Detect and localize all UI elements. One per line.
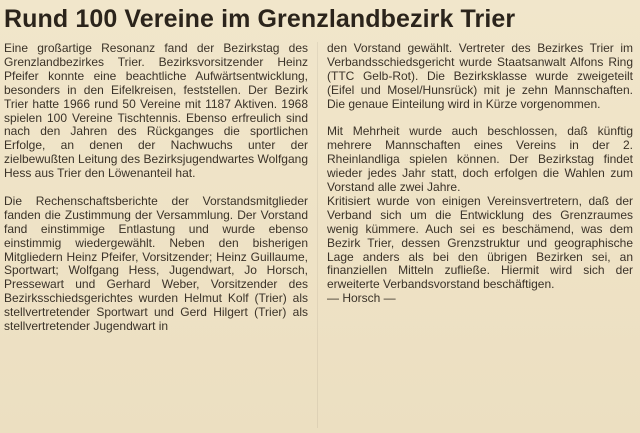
article-paragraph: Mit Mehrheit wurde auch beschlossen, daß künftig mehrere Mannschaften eines Vereins in der 2. Rheinlandliga spielen können. Der Bezirkstag findet wieder jedes Jahr statt, doch erfolgen die Wahlen zum Vorstand alle zwei Jahre. (327, 124, 633, 195)
article-paragraph: Die Rechenschaftsberichte der Vorstandsmitglieder fanden die Zustimmung der Versammlung. Der Vorstand fand einstimmige Entlastung und wurde ebenso einstimmig wiedergewählt. Neben den bisherigen Mitgliedern Heinz Pfeifer, Vorsitzender; Heinz Guillaume, Sportwart; Wolfgang Hess, Jugendwart, Jo Horsch, Pressewart und Gerhard Weber, Vorsitzender des Bezirksschiedsgerichtes wurden Helmut Kolf (Trier) als stellvertretender Sportwart und Gerd Hilgert (Trier) als stellvertretender Jugendwart in (4, 193, 308, 334)
article-headline: Rund 100 Vereine im Grenzlandbezirk Trier (4, 5, 516, 33)
article-paragraph: Eine großartige Resonanz fand der Bezirkstag des Grenzlandbezirkes Trier. Bezirksvorsitzender Heinz Pfeifer konnte eine beachtliche Aufwärtsentwicklung, besonders in den Eifelkreisen, feststellen. Der Bezirk Trier hatte 1966 rund 50 Vereine mit 1187 Aktiven. 1968 spielen 100 Vereine Tischtennis. Ebenso erfreulich sind nach den Jahren des Rückganges die sportlichen Erfolge, an denen der Nachwuchs unter der zielbewußten Leitung des Bezirksjugendwartes Wolfgang Hess aus Trier den Löwenanteil hat. (4, 41, 308, 181)
author-signature: — Horsch — (327, 291, 396, 306)
column-divider (317, 42, 318, 428)
article-column-right (327, 42, 633, 306)
article-column-left (4, 42, 308, 334)
article-paragraph: Kritisiert wurde von einigen Vereinsvertretern, daß der Verband sich um die Entwicklung des Grenzraumes wenig kümmere. Auch sei es beschämend, was dem Bezirk Trier, dessen Grenzstruktur und geographische Lage anders als bei den übrigen Bezirken sei, an finanziellen Mitteln zufließe. Hiermit wird sich der erweiterte Verbandsvorstand beschäftigen. (327, 193, 633, 292)
article-paragraph: den Vorstand gewählt. Vertreter des Bezirkes Trier im Verbandsschiedsgericht wurde Staatsanwalt Alfons Ring (TTC Gelb-Rot). Die Bezirksklasse wurde zweigeteilt (Eifel und Mosel/Hunsrück) mit je zehn Mannschaften. Die genaue Einteilung wird in Kürze vorgenommen. (327, 41, 633, 111)
